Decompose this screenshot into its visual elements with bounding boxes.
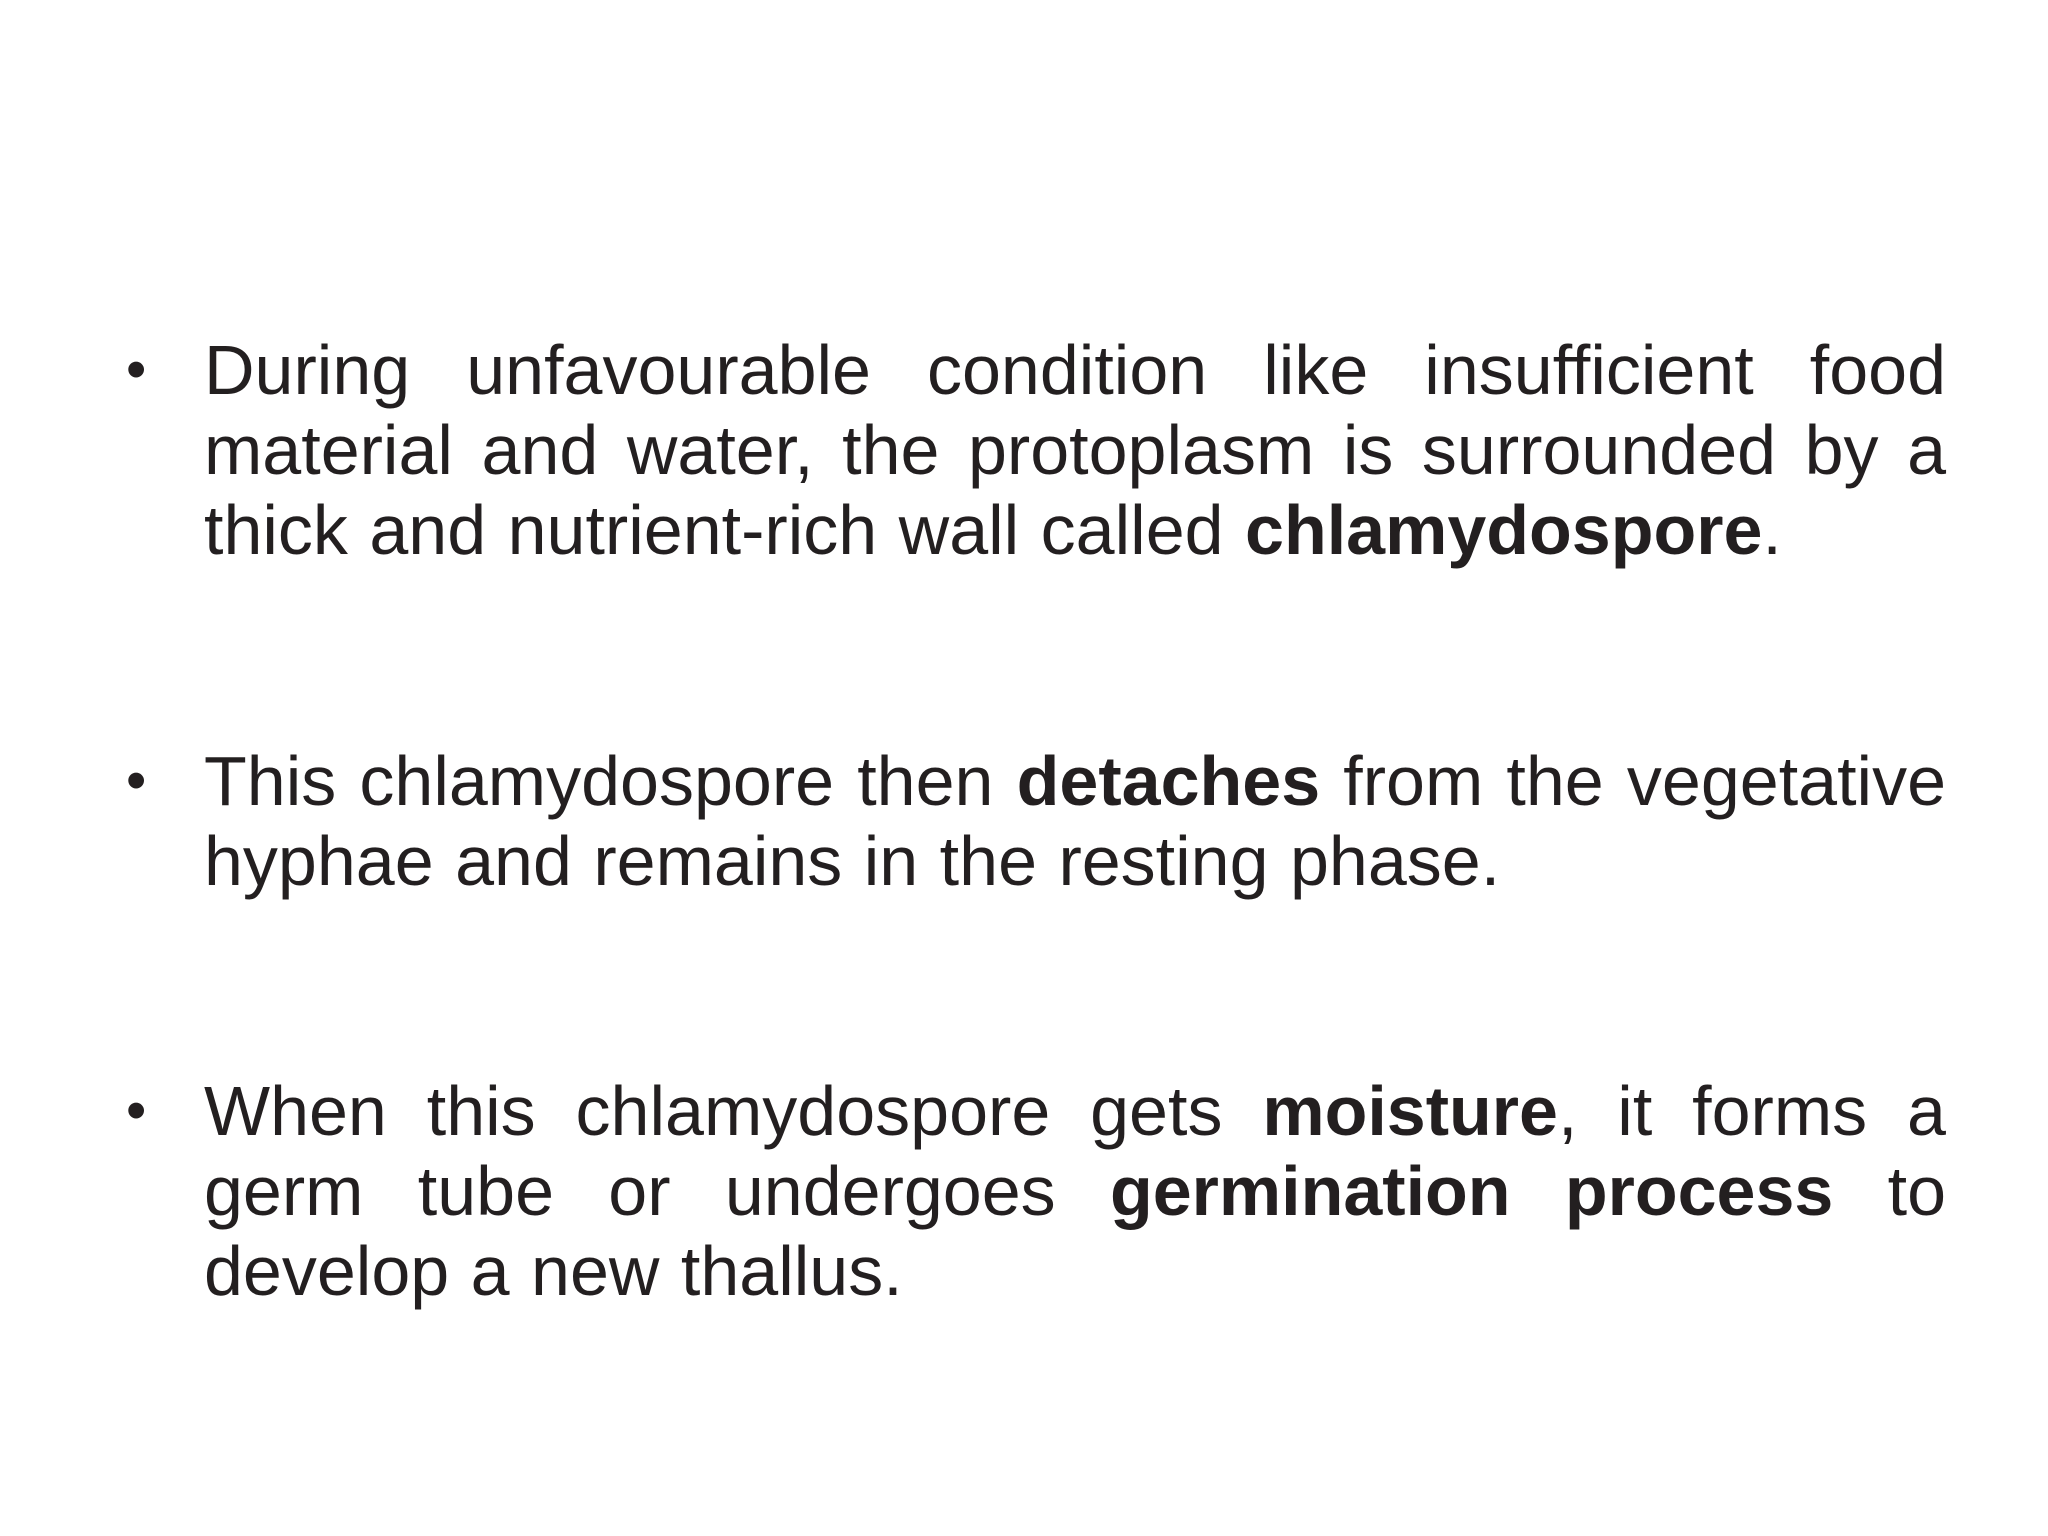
bullet-item-germination xyxy=(124,1071,1946,1311)
bullet-text xyxy=(204,330,1946,570)
bold-term-moisture: moisture xyxy=(1262,1072,1558,1150)
bullet-item-detachment xyxy=(124,741,1946,901)
bold-term-chlamydospore: chlamydospore xyxy=(1245,491,1763,569)
bold-term-germination-process: germination process xyxy=(1109,1152,1834,1230)
bold-term-detaches: detaches xyxy=(1016,742,1321,820)
bullet-text-segment: to develop a new thallus. xyxy=(204,1152,1946,1310)
bullet-text-segment: During unfavourable condition like insufficient food material and water, the protoplasm is surrounded by a thick and nutrient-rich wall called xyxy=(204,331,1946,569)
bullet-text xyxy=(204,1071,1946,1311)
bullet-text-segment: This chlamydospore then xyxy=(204,742,1017,820)
bullet-text-segment: When this chlamydospore gets xyxy=(204,1072,1263,1150)
bullet-text-segment: . xyxy=(1762,491,1782,569)
bullet-text-segment: , it forms a germ tube or undergoes xyxy=(204,1072,1946,1230)
bullet-text-segment: from the vegetative hyphae and remains in the resting phase. xyxy=(204,742,1946,900)
bullet-marker: • xyxy=(126,748,147,813)
bullet-marker: • xyxy=(126,1078,147,1143)
bullet-marker: • xyxy=(126,337,147,402)
bullet-text xyxy=(204,741,1946,901)
bullet-item-chlamydospore-formation xyxy=(124,330,1946,570)
